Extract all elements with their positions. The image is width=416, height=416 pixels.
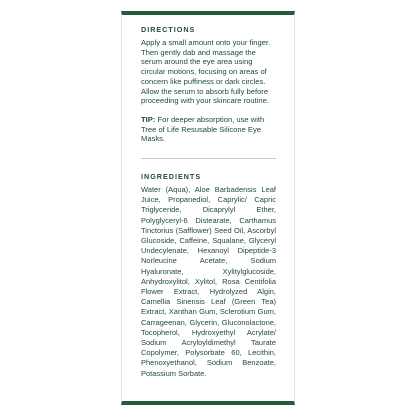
tip-paragraph: [141, 115, 276, 144]
directions-heading: DIRECTIONS: [141, 25, 196, 34]
ingredients-heading: INGREDIENTS: [141, 172, 202, 182]
tip-text: For deeper absorption, use with Tree of Life Resusable Silicone Eye Masks.: [141, 114, 265, 144]
directions-section: [141, 25, 276, 144]
ingredients-text: Water (Aqua), Aloe Barbadensis Leaf Juice, Propanediol, Caprylic/ Capric Triglyceride, Dicaprylyl Ether, Polyglyceryl-6 Distearate, Carthamus Tinctorius (Safflower) Seed Oil, Ascorbyl Glucoside, Caffeine, Squalane, Glyceryl Undecylenate, Hexanoyl Dipeptide-3 Norleucine Acetate, Sodium Hyaluronate, Xylitylglucoside, Anhydroxylitol, Xylitol, Rosa Centifolia Flower Extract, Hydrolyzed Algin, Camellia Sinensis Leaf (Green Tea) Extract, Xanthan Gum, Sclerotium Gum, Carrageenan, Glycerin, Gluconolactone, Tocopherol, Hydroxyethyl Acrylate/ Sodium Acryloyldimethyl Taurate Copolymer, Polysorbate 60, Lecithin, Phenoxyethanol, Sodium Benzoate, Potassium Sorbate.: [141, 185, 276, 378]
tip-label: TIP:: [141, 114, 156, 124]
section-divider: [141, 158, 276, 159]
directions-text: Apply a small amount onto your finger. Then gently dab and massage the serum around the eye area using circular motions, focusing on areas of concern like puffiness or dark circles. Allow the serum to absorb fully before proceeding with your skincare routine.: [141, 38, 271, 106]
ingredients-section: [141, 172, 276, 379]
label-panel: [121, 11, 295, 405]
